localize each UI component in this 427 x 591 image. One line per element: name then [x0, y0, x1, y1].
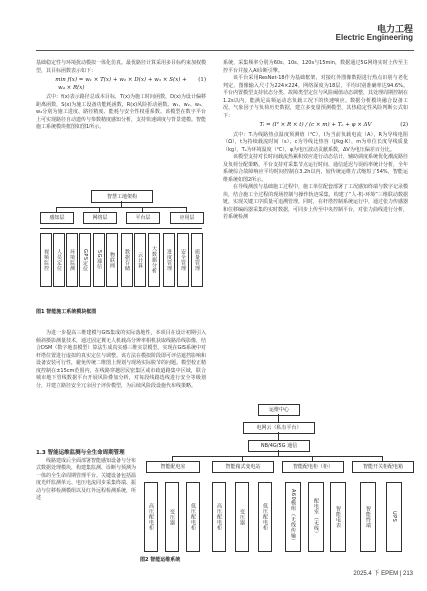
left-paragraph-4: 线路建成后全面部署智能感知设备与分布式数据处理模块，构建集监测、诊断与预测为一体的全生命周期管理平台。关键设备包括温度光纤监测单元、电压电流同步采集终端、振动与位移检测模组以及红外远程检测系统，所述: [36, 457, 137, 501]
left-column-lower: [36, 330, 206, 390]
figure-1: [36, 190, 206, 325]
fig2-leaf-box: 配电室（无线）: [308, 482, 324, 552]
formula-1-number: (1): [198, 77, 206, 83]
fig1-root-box: 智慧工地架构: [91, 190, 153, 203]
fig1-leaf-box: 环境监测: [66, 233, 78, 287]
fig1-leaf-box: 质量管理: [191, 233, 203, 287]
fig2-leaf-box: 高压配电柜: [144, 482, 158, 552]
fig1-leaf-box: 云计算: [134, 233, 146, 287]
right-paragraph-1: 系统，采集频率分别为60s、10s、120s与15min，数据通过5G网络实时上传至主控平台并接入AI诊断引擎。: [223, 60, 408, 74]
fig2-station-box: 智能开关柜配电箱: [352, 461, 414, 473]
fig1-leaf-box: 安全管理: [177, 233, 189, 287]
fig1-leaf-box: 数据存储: [121, 233, 133, 287]
fig1-leaf-box: 人员定位: [53, 233, 65, 287]
formula-2-number: (2): [400, 122, 408, 128]
right-paragraph-3: 式中：Tᵢ为线路热点温度预测值（℃），I为当前负载电流（A），R为导线电阻（Ω），t为持续载流时间（s），c为导线比热容（J/kg·K），m为单位长度导线质量（kg），Tₐ为环境温度（℃），φ为电压波动贡献系数，ΔV为电压偏差百分比。: [223, 131, 408, 153]
fig2-connector: [278, 414, 279, 422]
left-paragraph-1: 基础稳定性与环境扰动模拟一体化仿真。最优路径计算采用多目标约束加权模型，其目标函数表示如下：: [36, 60, 207, 74]
fig2-station-box: 智能配电室: [146, 461, 200, 473]
fig2-leaf-box: 变压器: [165, 482, 179, 552]
left-column-section: [36, 450, 136, 503]
fig2-leaf-box: 高压配电柜: [212, 482, 226, 552]
fig2-station-box: 智能箱式变电站: [212, 461, 274, 473]
left-paragraph-2: 式中：f(x)表示路径总成本目标，T(x)为施工时间函数，D(x)为设计偏移距离函数，S(x)为施工设备功能耗函数，R(x)风险折动函数。w₁、w₂、w₃、w₄分别为施工进度、路径精度、能耗与安全性权重系数。该模型在数字平台上可实现路径自动遗传与参数精度感知分析，支持快速调度与背景建模。智能施工系统模块框图如图1所示。: [36, 94, 207, 130]
fig1-leaf-box: GPS定位: [79, 233, 91, 287]
fig2-connector: [172, 456, 382, 457]
fig2-cloud-box: 电网云（私有平台）: [243, 422, 315, 434]
figure-1-caption: 图1 智能施工系统模块框图: [36, 309, 97, 315]
page-header: [0, 0, 427, 58]
left-column: [36, 60, 206, 132]
fig1-leaf-box: 视频监控: [40, 233, 52, 287]
fig2-leaf-box: 低压配电柜: [258, 482, 272, 552]
fig1-leaf-box: 大数据分析: [148, 233, 160, 287]
fig1-layer-box: 应用层: [170, 212, 204, 224]
journal-title-en: Electric Engineering: [335, 33, 413, 42]
fig1-leaf-box: 进度管理: [163, 233, 175, 287]
left-paragraph-3: 为进一步提高三维建模与GIS集成的实际落地性，本项目在设计初期引入倾斜摄影测量技术，通过固定翼无人机载高分辨率相机获取线路沿线影像，结合DSM（数字地表模型）算法生成真实感三维实景模型。实现在GIS系统中对杆塔位置进行虚拟的真实定位与调整。该方法在模拟阶段即可评估遮挡影响和设备安装可行性，避免传统二维图上规划与现场实际脱节的问题。模型校正精度控制在±15cm范围内，在线路穿越居民密集区或市政道路集中区域，联合城市地下管线数据平台开展风险叠加分析，对每段线路选线进行安全等级划分，并建立路径安全冗余因子评价模型，为后续风险段设施代布线策略。: [36, 330, 207, 389]
fig2-leaf-box: UPS: [386, 482, 402, 552]
fig1-connector: [40, 228, 202, 229]
formula-1-line-a: min f(x) = w₁ × T(x) + w₂ × D(x) + w₃ × S(x) +: [55, 77, 187, 83]
right-column: [223, 60, 408, 222]
figure-2-caption: 图2 智能运维系统: [140, 557, 181, 563]
formula-1-line-b: w₄ × R(x): [58, 84, 85, 91]
formula-2: [223, 122, 408, 130]
fig2-leaf-box: 智能电表: [330, 482, 346, 552]
fig1-leaf-box: 物联网: [106, 233, 118, 287]
fig2-connector: [278, 432, 279, 440]
fig2-station-box: 智能配电柜（柜）: [282, 461, 344, 473]
fig1-connector: [56, 207, 186, 208]
page-footer: 2025.4 下 EPEM | 213: [353, 571, 413, 577]
fig2-network-box: NB/4G/5G 通信: [248, 440, 310, 452]
journal-title-zh: 电力工程: [376, 25, 413, 35]
fig1-layer-box: 感知层: [40, 212, 74, 224]
fig1-layer-box: 网络层: [83, 212, 117, 224]
formula-1: [36, 77, 206, 92]
fig2-ops-center-box: 运维中心: [258, 404, 300, 416]
formula-2-line: Tᵢ = (I² × R × t) / (c × m) + Tₐ + φ × ΔV: [259, 122, 372, 128]
right-paragraph-4: 该模型支持对长时间载流热累积效应进行动态估计，辅助调度系统优化潮流路径及负荷分配策略。平台支持对采集节点运行时间、通信延迟与误码率统计分析，全年系统综合故障响应平均时间控制在3.2h以内，较传统运维方式缩短了54%，智能运维系统如图2所示。: [223, 154, 409, 183]
section-heading: 1.3 智能运维监测与全生命周期管理: [36, 450, 125, 456]
fig2-leaf-box: 智能终端: [360, 482, 376, 552]
fig1-layer-box: 平台层: [126, 212, 160, 224]
fig1-leaf-box: 5G通信: [93, 233, 105, 287]
header-rule: [36, 50, 414, 51]
fig2-leaf-box: A60模组（无线传输）: [285, 482, 301, 552]
fig2-leaf-box: 变压器: [235, 482, 249, 552]
right-paragraph-5: 在导线测放与基础施工过程中，施工单位配套部署了工况感知终端与数字记录模块，结合施工全过程的现场控制与操作轨迹采集，构建了“人-机-环境”三维联动数据链，实现关键工序质量可追溯管理。同时，在杆塔控制系统运行中，通过张力传感器和位移编码器采集的实时数据，可同步上传至中央控制平台，对张力曲线进行分析，若系统检测: [223, 184, 409, 220]
figure-2: [140, 404, 415, 574]
right-paragraph-2: 该平台采用ResNet-18作为基础框架，对接红外图像数据进行热点识别与老化判定，图像输入尺寸为224×224，网络深度为18层，平均识别准确率达94.6%。平台内置模型支持状态分类、故障类型定位与风险阈值动态调整，其处理周期控制在1.2s以内，能满足高频运动态负载工况下的快速响应。数据分析模块融合设备工况、气象因子与负荷历史数据，建立多变量预测模型，其热稳定性风险判断公式如下：: [223, 75, 409, 119]
fig2-leaf-box: 低压配电柜: [186, 482, 200, 552]
